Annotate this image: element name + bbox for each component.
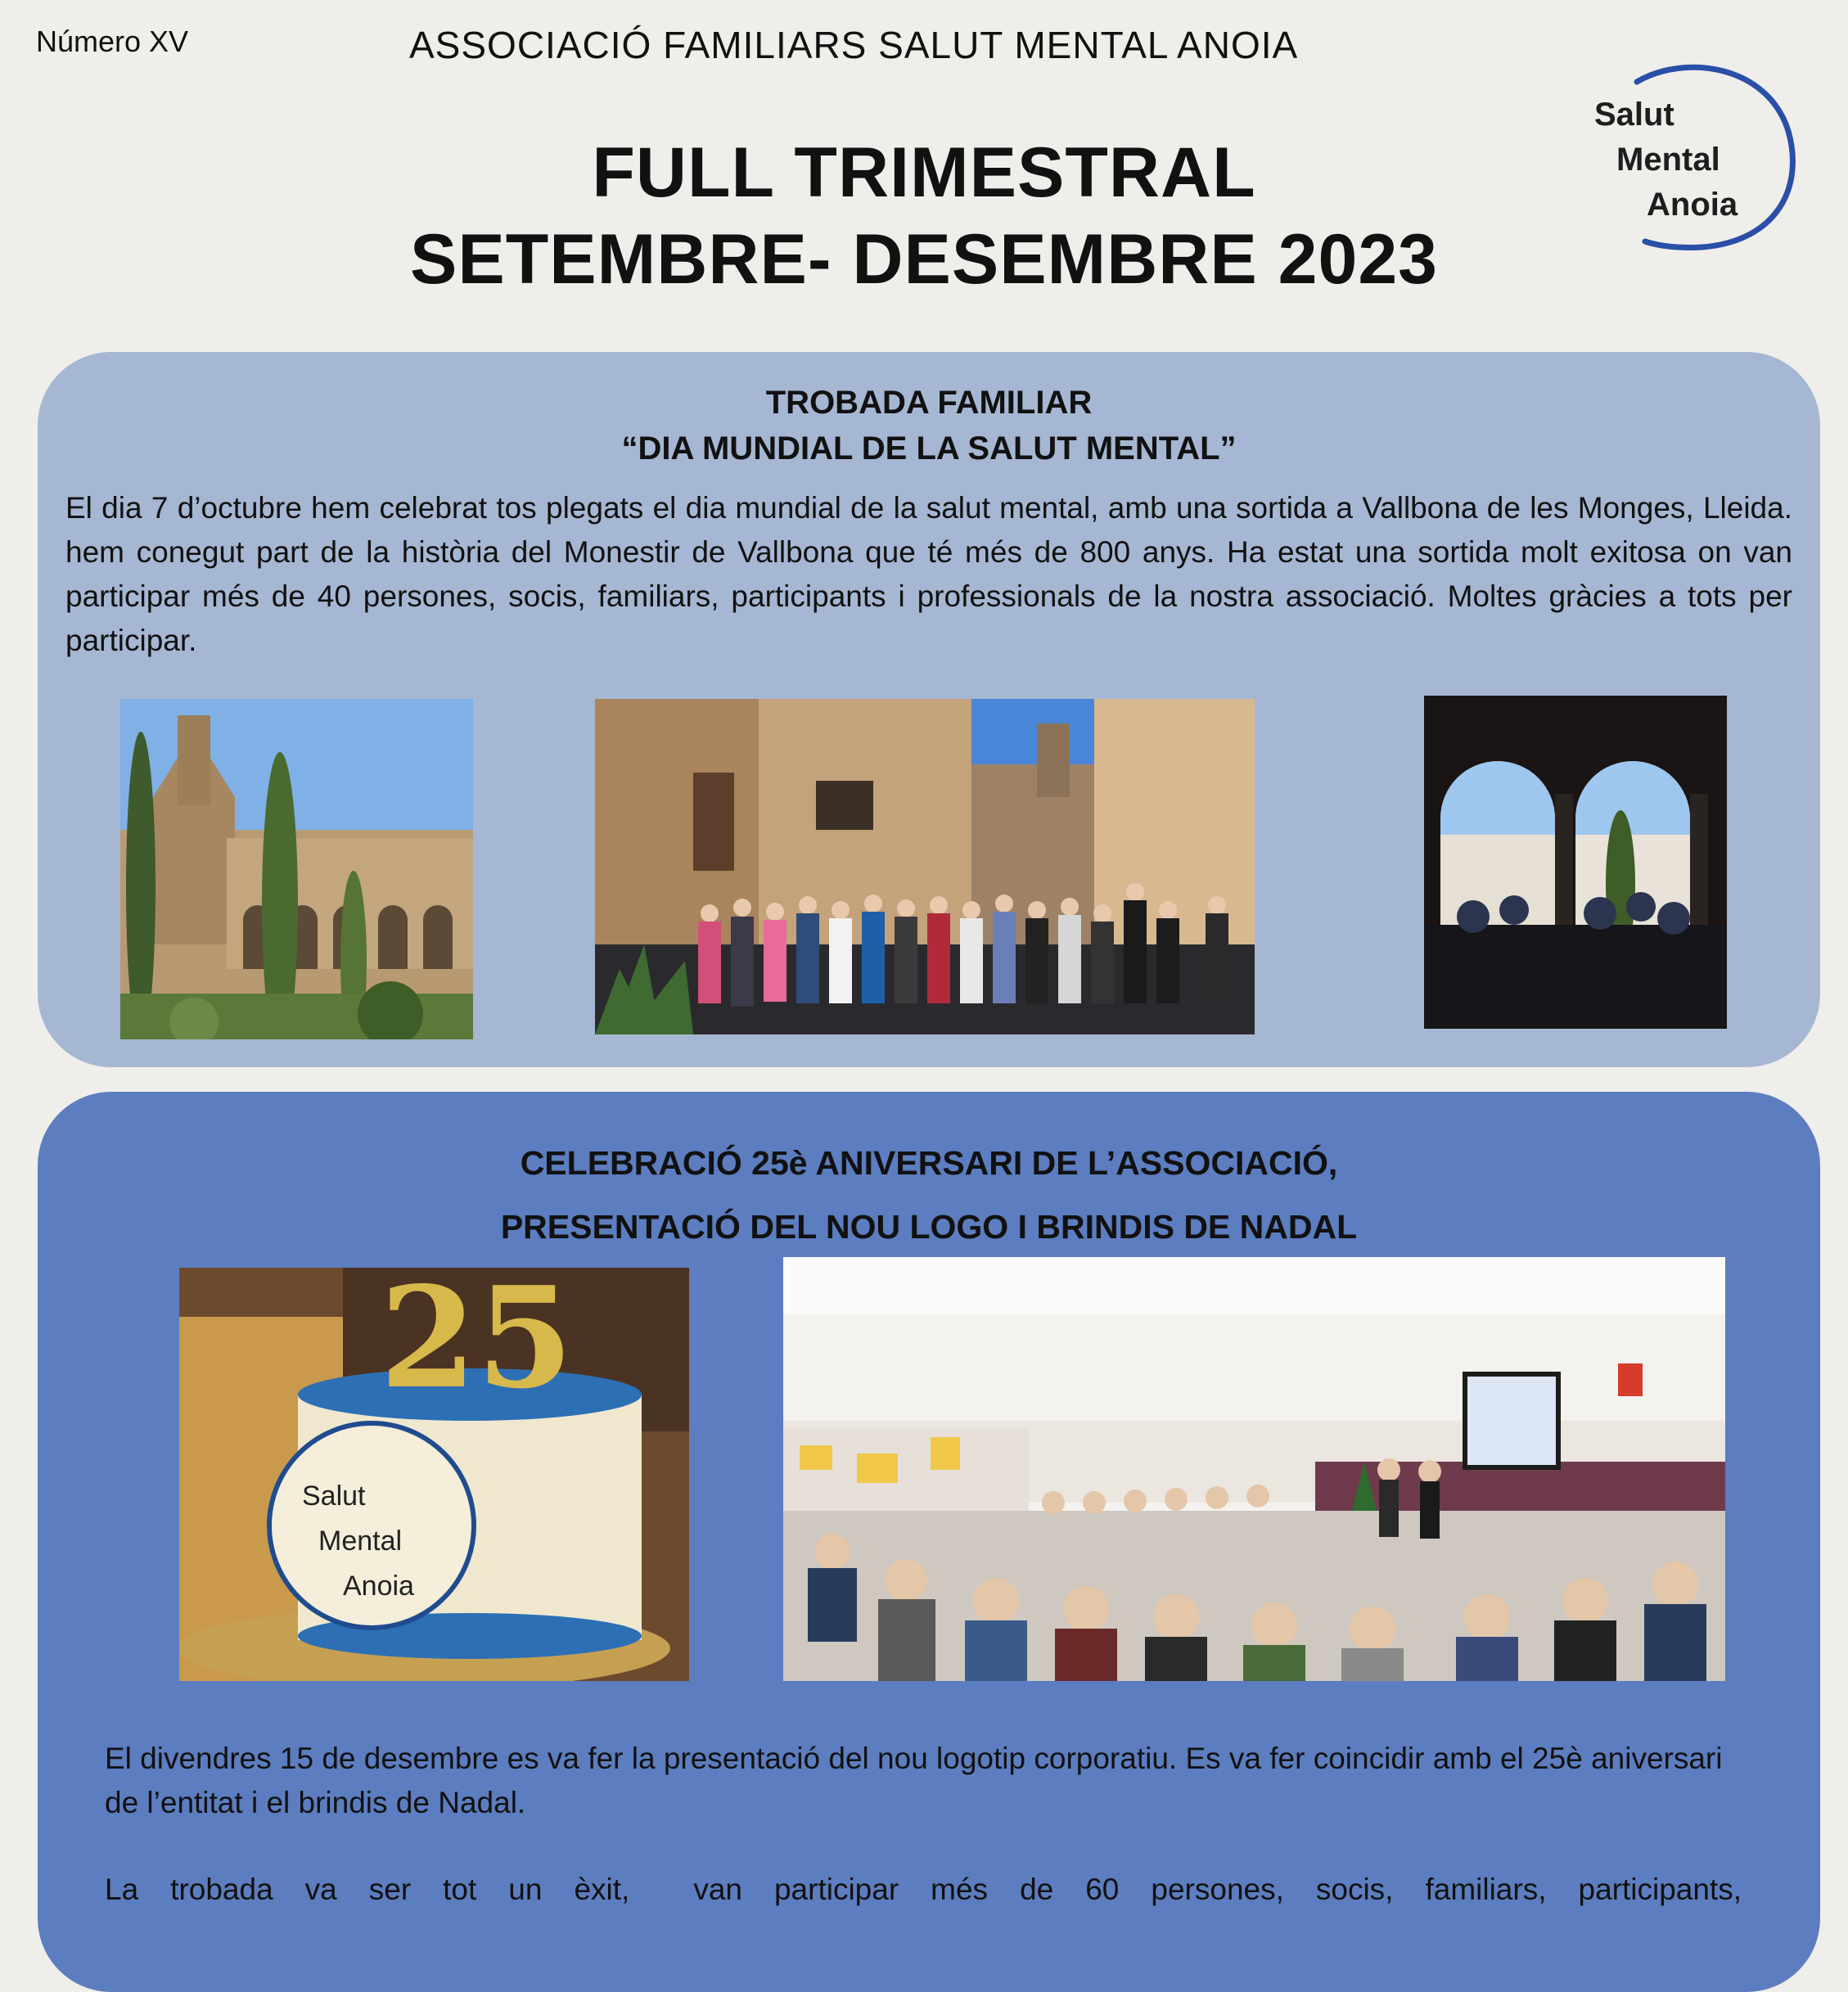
cake-word-salut: Salut: [302, 1480, 366, 1512]
section2-title-line-1: CELEBRACIÓ 25è ANIVERSARI DE L’ASSOCIACIÓ,: [520, 1144, 1338, 1182]
logo-word-mental: Mental: [1616, 142, 1720, 178]
photo-anniversary-cake: [179, 1268, 689, 1681]
cake-word-mental: Mental: [318, 1526, 403, 1557]
issue-number: Número XV: [36, 25, 189, 58]
organization-name: ASSOCIACIÓ FAMILIARS SALUT MENTAL ANOIA: [409, 24, 1299, 66]
cake-word-anoia: Anoia: [343, 1571, 414, 1602]
photo-celebration-room: [783, 1257, 1725, 1681]
section1-title: [38, 380, 1820, 471]
photo-monastery-cloister: [120, 699, 473, 1039]
title-line-1: FULL TRIMESTRAL: [592, 133, 1256, 212]
section-trobada-familiar: [38, 352, 1820, 1067]
section1-title-line-2: “DIA MUNDIAL DE LA SALUT MENTAL”: [621, 430, 1237, 466]
photo-group-street: [595, 699, 1255, 1034]
photo-cloister-arches: [1424, 696, 1727, 1029]
section1-title-line-1: TROBADA FAMILIAR: [765, 385, 1093, 421]
logo-word-salut: Salut: [1594, 97, 1674, 133]
cake-number: 25: [380, 1268, 574, 1420]
title-line-2: SETEMBRE- DESEMBRE 2023: [410, 220, 1438, 299]
section-aniversari: [38, 1092, 1820, 1992]
section2-paragraph-2: La trobada va ser tot un èxit, van participar més de 60 persones, socis, familiars, participants,: [105, 1873, 1742, 1906]
section1-body: El dia 7 d’octubre hem celebrat tos plegats el dia mundial de la salut mental, amb una sortida a Vallbona de les Monges, Lleida. hem conegut part de la història del Monestir de Vallbona que té més de 800 anys. Ha estat una sortida molt exitosa on van participar més de 40 persones, socis, familiars, participants i professionals de la nostra associació. Moltes gràcies a tots per participar.: [65, 491, 1792, 657]
logo-word-anoia: Anoia: [1647, 187, 1738, 223]
section2-title: [38, 1131, 1820, 1259]
section2-paragraph-1: El divendres 15 de desembre es va fer la presentació del nou logotip corporatiu. Es va fer coincidir amb el 25è aniversari de l’entitat i el brindis de Nadal.: [105, 1742, 1723, 1819]
section2-title-line-2: PRESENTACIÓ DEL NOU LOGO I BRINDIS DE NADAL: [500, 1208, 1358, 1246]
page-title: [0, 129, 1848, 303]
